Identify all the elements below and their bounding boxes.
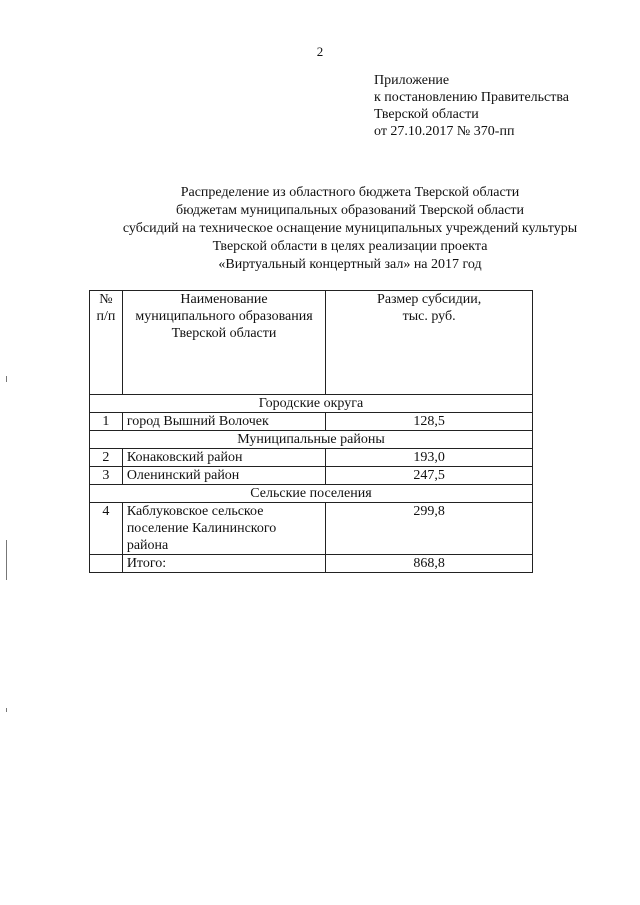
header-amount [326, 291, 533, 395]
header-amount-line: Размер субсидии, [377, 292, 482, 307]
table-row [90, 449, 533, 467]
appendix-line: к постановлению Правительства [374, 90, 570, 105]
title-line: Распределение из областного бюджета Тверской области [180, 185, 520, 200]
total-num-empty [90, 555, 123, 573]
row-name-line: района [126, 538, 169, 553]
row-amount: 193,0 [326, 449, 533, 467]
row-num: 1 [90, 413, 123, 431]
page-number: 2 [316, 44, 324, 59]
appendix-block [374, 72, 569, 140]
header-name [122, 291, 325, 395]
document-title [60, 184, 640, 274]
total-label: Итого: [122, 555, 325, 573]
group-label: Сельские поселения [90, 485, 533, 503]
row-amount: 299,8 [326, 503, 533, 555]
title-line: «Виртуальный концертный зал» на 2017 год [218, 257, 482, 272]
header-name-line: Тверской области [171, 326, 277, 341]
subsidy-table [89, 290, 533, 573]
table-row [90, 467, 533, 485]
row-amount: 128,5 [326, 413, 533, 431]
row-name: Конаковский район [122, 449, 325, 467]
row-num: 3 [90, 467, 123, 485]
header-name-line: Наименование [180, 292, 268, 307]
total-amount: 868,8 [326, 555, 533, 573]
margin-mark [6, 376, 7, 382]
total-row [90, 555, 533, 573]
title-line: бюджетам муниципальных образований Тверской области [175, 203, 525, 218]
header-num-line: № [99, 292, 113, 307]
row-name-line: Каблуковское сельское [126, 504, 264, 519]
group-label: Городские округа [90, 395, 533, 413]
group-row [90, 395, 533, 413]
group-label: Муниципальные районы [90, 431, 533, 449]
group-row [90, 431, 533, 449]
title-line: Тверской области в целях реализации проекта [212, 239, 488, 254]
row-amount: 247,5 [326, 467, 533, 485]
appendix-line: Тверской области [374, 107, 479, 122]
group-row [90, 485, 533, 503]
appendix-line: Приложение [374, 73, 450, 88]
table-row [90, 503, 533, 555]
header-amount-line: тыс. руб. [402, 309, 456, 324]
table-header-row [90, 291, 533, 395]
appendix-line: от 27.10.2017 № 370-пп [374, 124, 515, 139]
row-name [122, 503, 325, 555]
header-name-line: муниципального образования [135, 309, 313, 324]
row-num: 4 [90, 503, 123, 555]
row-num: 2 [90, 449, 123, 467]
header-num-line: п/п [96, 309, 116, 324]
table-row [90, 413, 533, 431]
margin-mark [6, 540, 7, 580]
row-name-line: поселение Калининского [126, 521, 277, 536]
row-name: Оленинский район [122, 467, 325, 485]
title-line: субсидий на техническое оснащение муниципальных учреждений культуры [122, 221, 578, 236]
margin-mark [6, 708, 7, 712]
row-name: город Вышний Волочек [122, 413, 325, 431]
header-num [90, 291, 123, 395]
